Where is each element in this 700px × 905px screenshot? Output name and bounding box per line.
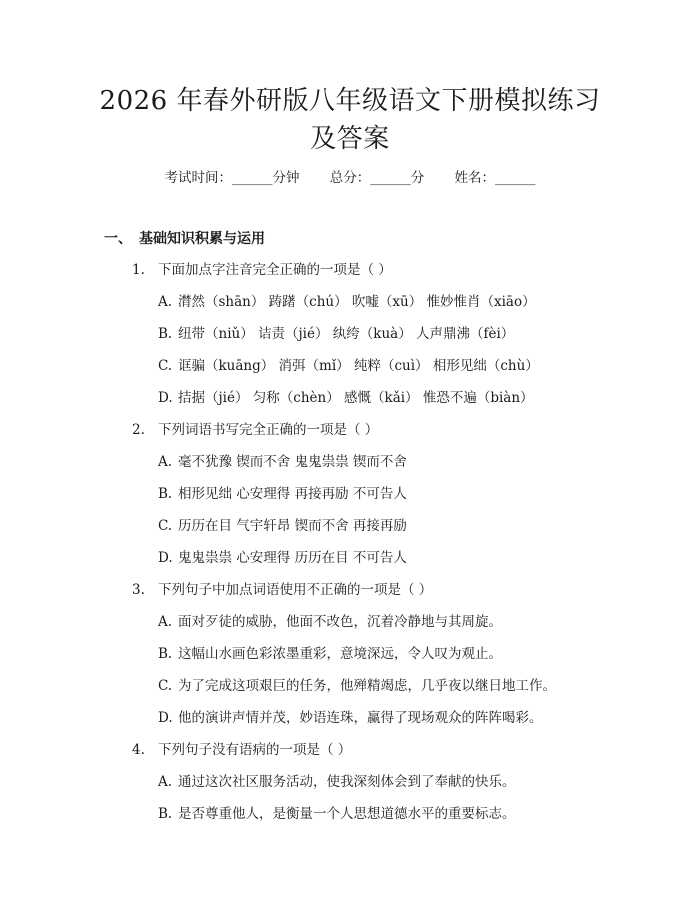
question-4-option-a (158, 773, 516, 791)
question-2-option-b (158, 485, 407, 503)
option-text: 是否尊重他人，是衡量一个人思想道德水平的重要标志。 (178, 806, 516, 822)
question-1-option-c (158, 357, 539, 375)
option-letter: A. (158, 454, 173, 470)
option-letter: B. (158, 806, 173, 822)
total-score-field: 总分：______分 (329, 170, 425, 186)
question-stem: 下列句子中加点词语使用不正确的一项是（ ） (158, 582, 433, 598)
option-letter: C. (158, 678, 173, 694)
question-3 (132, 581, 432, 599)
option-text: 纽带（niǔ） 诘责（jié） 纨绔（kuà） 人声鼎沸（fèi） (178, 326, 515, 342)
option-text: 他的演讲声情并茂，妙语连珠，赢得了现场观众的阵阵喝彩。 (178, 710, 543, 726)
section-number: 一、 (104, 231, 132, 247)
option-letter: C. (158, 358, 173, 374)
student-name-field: 姓名：______ (454, 170, 536, 186)
question-2-option-d (158, 549, 407, 567)
question-3-option-b (158, 645, 502, 663)
question-3-option-c (158, 677, 556, 695)
question-stem: 下面加点字注音完全正确的一项是（ ） (158, 262, 392, 278)
question-4-option-b (158, 805, 516, 823)
option-letter: A. (158, 774, 173, 790)
question-number: 3. (132, 582, 145, 598)
question-stem: 下列词语书写完全正确的一项是（ ） (158, 422, 379, 438)
question-2 (132, 421, 378, 439)
question-1 (132, 261, 392, 279)
option-text: 相形见绌 心安理得 再接再励 不可告人 (178, 486, 407, 502)
option-text: 潸然（shān） 踌躇（chú） 吹嘘（xū） 惟妙惟肖（xiāo） (178, 294, 536, 310)
question-number: 1. (132, 262, 145, 278)
question-number: 2. (132, 422, 145, 438)
option-letter: D. (158, 710, 173, 726)
option-letter: B. (158, 326, 173, 342)
option-text: 为了完成这项艰巨的任务，他殚精竭虑，几乎夜以继日地工作。 (178, 678, 556, 694)
question-4 (132, 741, 351, 759)
option-letter: B. (158, 646, 173, 662)
section-heading (104, 230, 265, 248)
document-title: 2026 年春外研版八年级语文下册模拟练习及答案 (99, 86, 601, 154)
question-1-option-a (158, 293, 536, 311)
exam-info-line (0, 169, 700, 187)
option-text: 毫不犹豫 锲而不舍 鬼鬼祟祟 锲而不舍 (178, 454, 407, 470)
question-number: 4. (132, 742, 145, 758)
option-text: 通过这次社区服务活动，使我深刻体会到了奉献的快乐。 (178, 774, 516, 790)
option-letter: D. (158, 390, 173, 406)
question-1-option-b (158, 325, 514, 343)
section-title: 基础知识积累与运用 (139, 231, 265, 247)
exam-time-field: 考试时间：______分钟 (164, 170, 300, 186)
option-letter: C. (158, 518, 173, 534)
option-text: 拮据（jié） 匀称（chèn） 感慨（kǎi） 惟恐不遍（biàn） (178, 390, 534, 406)
option-text: 鬼鬼祟祟 心安理得 历历在目 不可告人 (178, 550, 407, 566)
option-letter: B. (158, 486, 173, 502)
question-3-option-a (158, 613, 502, 631)
option-text: 面对歹徒的威胁，他面不改色，沉着冷静地与其周旋。 (178, 614, 502, 630)
question-2-option-c (158, 517, 407, 535)
option-text: 这幅山水画色彩浓墨重彩，意境深远，令人叹为观止。 (178, 646, 502, 662)
option-letter: A. (158, 614, 173, 630)
question-2-option-a (158, 453, 407, 471)
option-text: 诓骗（kuāng） 消弭（mǐ） 纯粹（cuì） 相形见绌（chù） (178, 358, 539, 374)
option-letter: D. (158, 550, 173, 566)
question-1-option-d (158, 389, 534, 407)
question-3-option-d (158, 709, 543, 727)
option-letter: A. (158, 294, 173, 310)
question-stem: 下列句子没有语病的一项是（ ） (158, 742, 352, 758)
option-text: 历历在目 气宇轩昂 锲而不舍 再接再励 (178, 518, 407, 534)
